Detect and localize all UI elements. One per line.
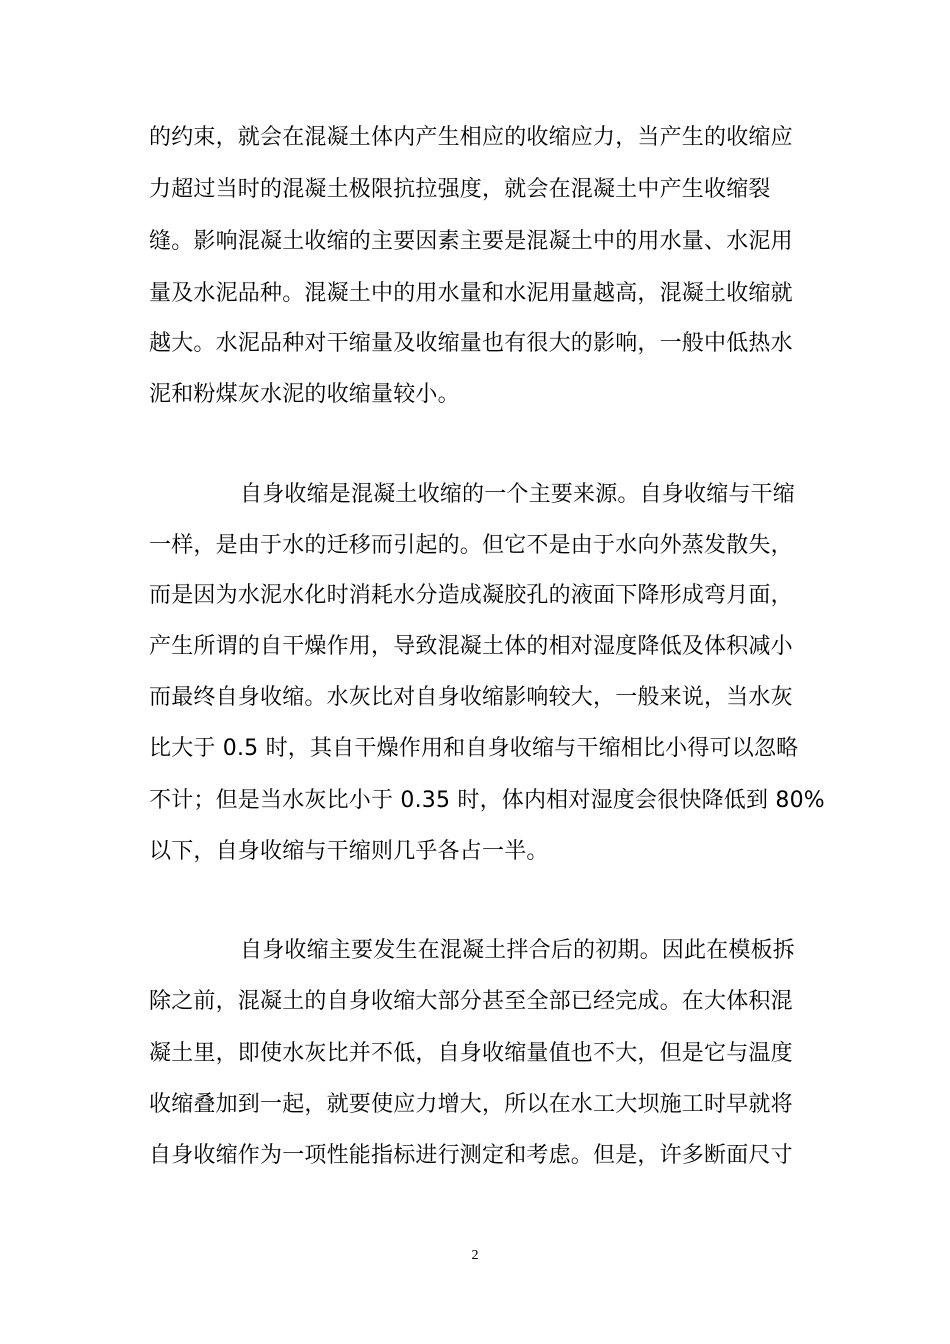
text-line: 产生所谓的自干燥作用，导致混凝土体的相对湿度降低及体积减小 [149, 634, 793, 659]
text-line: 收缩叠加到一起，就要使应力增大，所以在水工大坝施工时早就将 [149, 1092, 793, 1117]
text-line: 越大。水泥品种对干缩量及收缩量也有很大的影响，一般中低热水 [149, 331, 793, 356]
text-line: 而最终自身收缩。水灰比对自身收缩影响较大，一般来说，当水灰 [149, 685, 793, 710]
text-line: 自身收缩作为一项性能指标进行测定和考虑。但是，许多断面尺寸 [149, 1143, 793, 1168]
text-line: 泥和粉煤灰水泥的收缩量较小。 [149, 382, 460, 407]
text-line: 的约束，就会在混凝土体内产生相应的收缩应力，当产生的收缩应 [149, 125, 793, 150]
text-line: 除之前，混凝土的自身收缩大部分甚至全部已经完成。在大体积混 [149, 989, 793, 1014]
page-number: 2 [471, 1248, 479, 1263]
text-line: 力超过当时的混凝土极限抗拉强度，就会在混凝土中产生收缩裂 [149, 177, 771, 202]
text-line: 而是因为水泥水化时消耗水分造成凝胶孔的液面下降形成弯月面， [149, 583, 793, 608]
text-line: 量及水泥品种。混凝土中的用水量和水泥用量越高，混凝土收缩就 [149, 281, 793, 306]
text-line: 自身收缩主要发生在混凝土拌合后的初期。因此在模板拆 [240, 938, 796, 963]
text-line: 自身收缩是混凝土收缩的一个主要来源。自身收缩与干缩 [240, 482, 796, 507]
text-line: 一样，是由于水的迁移而引起的。但它不是由于水向外蒸发散失， [149, 533, 793, 558]
text-line: 比大于 0.5 时，其自干燥作用和自身收缩与干缩相比小得可以忽略 [149, 736, 799, 761]
text-line: 不计；但是当水灰比小于 0.35 时，体内相对湿度会很快降低到 80% [149, 788, 825, 813]
text-line: 凝土里，即使水灰比并不低，自身收缩量值也不大，但是它与温度 [149, 1041, 793, 1066]
text-line: 以下，自身收缩与干缩则几乎各占一半。 [149, 839, 549, 864]
text-line: 缝。影响混凝土收缩的主要因素主要是混凝土中的用水量、水泥用 [149, 229, 793, 254]
